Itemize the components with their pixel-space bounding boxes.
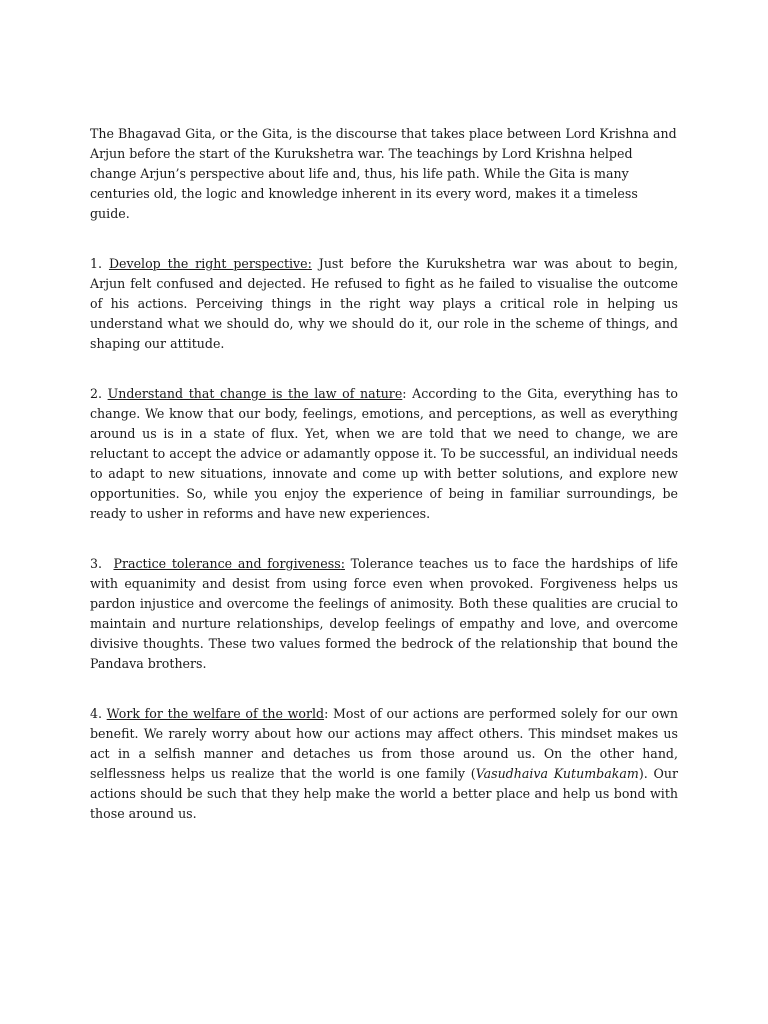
point-4-heading: Work for the welfare of the world [106, 706, 325, 721]
point-1-number: 1. [90, 256, 109, 271]
point-1-body: Just before the Kurukshetra war was about to begin, Arjun felt confused and dejected. He refused to fight as he failed to visualise the outcome of his actions. Perceiving things in the right way plays a critical role in helping us understand what we should do, why we should do it, our role in the scheme of things, and shaping our attitude. [90, 256, 678, 351]
point-2-heading: Understand that change is the law of nature [107, 386, 403, 401]
point-4-body: Most of our actions are performed solely for our own benefit. We rarely worry about how our actions may affect others. This mindset makes us act in a selfish manner and detaches us from those around us. On the other hand, selflessness helps us realize that the world is one family ( [90, 706, 678, 781]
point-3-number: 3. [90, 556, 114, 571]
point-3-paragraph [90, 554, 678, 674]
point-4-paragraph [90, 704, 678, 824]
point-4-sanskrit-term: Vasudhaiva Kutumbakam [475, 766, 639, 781]
point-4-number: 4. [90, 706, 107, 721]
document-page [90, 124, 678, 854]
point-2-number: 2. [90, 386, 108, 401]
point-2-paragraph [90, 384, 678, 524]
point-3-body: Tolerance teaches us to face the hardships of life with equanimity and desist from using force even when provoked. Forgiveness helps us pardon injustice and overcome the feelings of animosity. Both these qualities are crucial to maintain and nurture relationships, develop feelings of empathy and love, and overcome divisive thoughts. These two values formed the bedrock of the relationship that bound the Pandava brothers. [90, 556, 678, 671]
point-1-colon: : [307, 256, 312, 271]
intro-paragraph: The Bhagavad Gita, or the Gita, is the discourse that takes place between Lord Krishna and Arjun before the start of the Kurukshetra war. The teachings by Lord Krishna helped change Arjun’s perspective about life and, thus, his life path. While the Gita is many centuries old, the logic and knowledge inherent in its every word, makes it a timeless guide. [90, 126, 677, 221]
point-2-body: According to the Gita, everything has to change. We know that our body, feelings, emotions, and perceptions, as well as everything around us is in a state of flux. Yet, when we are told that we need to change, we are reluctant to accept the advice or adamantly oppose it. To be successful, an individual needs to adapt to new situations, innovate and come up with better solutions, and explore new opportunities. So, while you enjoy the experience of being in familiar surroundings, be ready to usher in reforms and have new experiences. [90, 386, 678, 521]
point-4-colon: : [324, 706, 329, 721]
point-1-paragraph [90, 254, 678, 354]
point-4-body-end: ). Our actions should be such that they help make the world a better place and help us bond with those around us. [90, 766, 678, 821]
point-3-heading: Practice tolerance and forgiveness [113, 556, 341, 571]
point-1-heading: Develop the right perspective [108, 256, 308, 271]
point-2-colon: : [402, 386, 407, 401]
point-3-colon: : [340, 556, 345, 571]
